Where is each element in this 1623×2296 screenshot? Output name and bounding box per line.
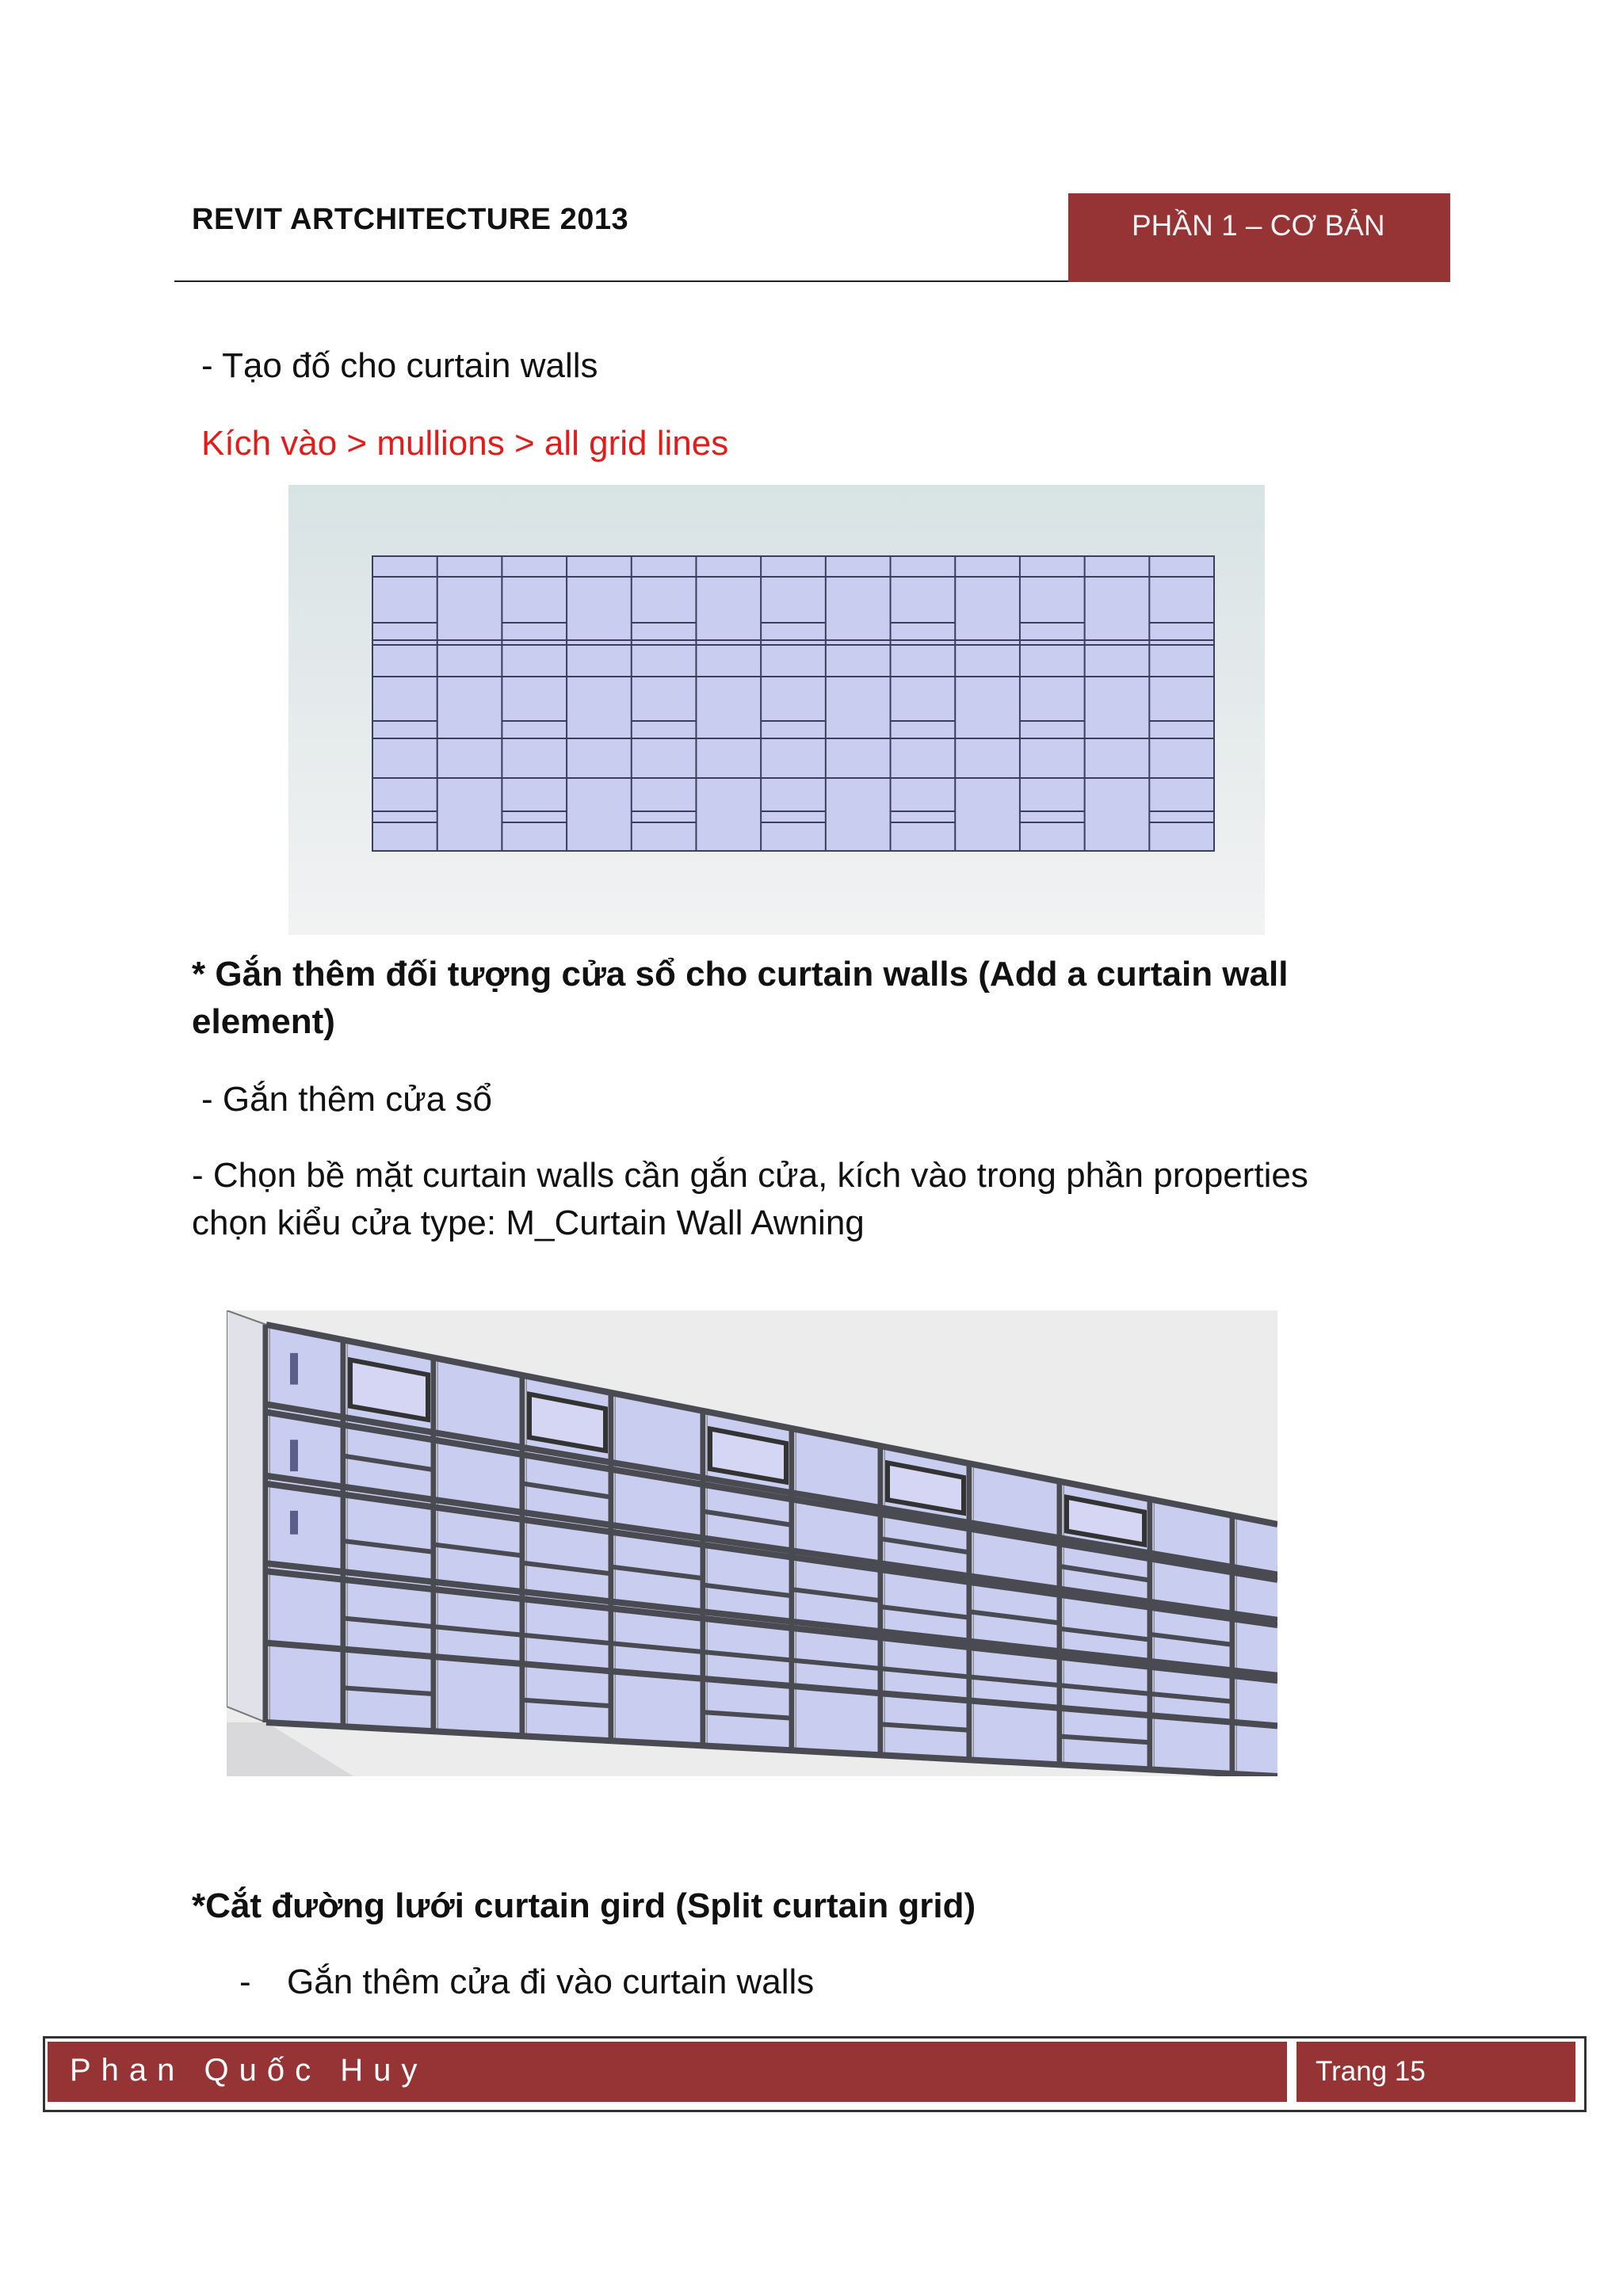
step-add-window: - Gắn thêm cửa sổ — [201, 1080, 492, 1119]
step-mullions-path: Kích vào > mullions > all grid lines — [201, 424, 729, 463]
section-label: PHẦN 1 – CƠ BẢN — [1132, 209, 1385, 242]
curtain-wall-3d-figure — [227, 1310, 1277, 1776]
heading-add-element-line2: element) — [192, 1002, 335, 1041]
heading-add-element-line1: * Gắn thêm đối tượng cửa sổ cho curtain walls (Add a curtain wall — [192, 955, 1289, 994]
inset-window — [290, 1511, 298, 1535]
wall-panel — [372, 556, 1214, 851]
section-badge — [1068, 193, 1450, 282]
curtain-wall-elevation-figure — [288, 485, 1265, 935]
bullet-dash: - — [239, 1962, 251, 2001]
inset-window — [290, 1440, 298, 1471]
header-divider — [174, 280, 1068, 282]
curtain-wall-grid — [372, 556, 1214, 851]
footer-author-bar — [48, 2042, 1287, 2102]
heading-split-grid: *Cắt đường lưới curtain gird (Split curtain grid) — [192, 1886, 976, 1925]
step-mullions: - Tạo đố cho curtain walls — [201, 346, 598, 385]
wall-edge — [227, 1310, 266, 1722]
step-add-door: Gắn thêm cửa đi vào curtain walls — [287, 1962, 815, 2001]
step-choose-line2: chọn kiểu cửa type: M_Curtain Wall Awning — [192, 1203, 865, 1242]
footer-page-box — [1296, 2042, 1575, 2102]
step-choose-line1: - Chọn bề mặt curtain walls cần gắn cửa, kích vào trong phần properties — [192, 1156, 1308, 1195]
page-number: Trang 15 — [1316, 2056, 1426, 2087]
inset-window — [290, 1353, 298, 1385]
author-name: Phan Quốc Huy — [70, 2053, 428, 2088]
document-title: REVIT ARTCHITECTURE 2013 — [192, 203, 629, 236]
